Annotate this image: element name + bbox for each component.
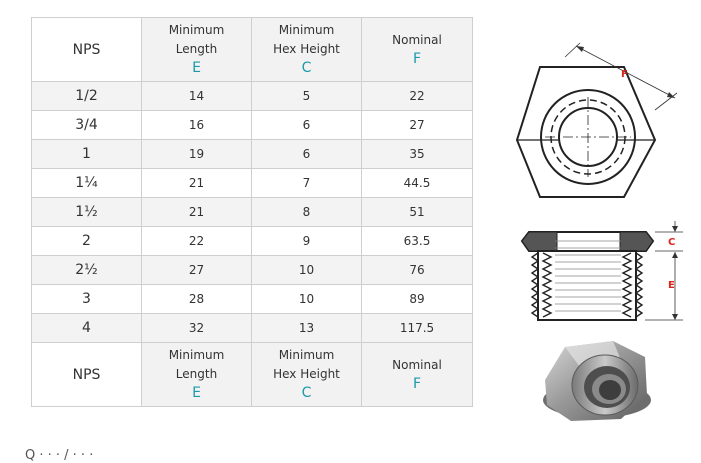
footer-min-hex [252, 343, 362, 407]
header-min-length-letter: E [192, 60, 201, 76]
cell-nps: 3 [32, 285, 142, 314]
cell-nominal: 51 [362, 198, 473, 227]
cell-nominal: 117.5 [362, 314, 473, 343]
cell-min-hex: 13 [252, 314, 362, 343]
footer-nominal-line1: Nominal [392, 357, 442, 372]
cell-min-hex: 6 [252, 140, 362, 169]
header-min-hex-letter: C [301, 60, 312, 76]
table-row [32, 169, 473, 198]
hex-top-view [517, 43, 677, 197]
cell-nps: 1¼ [32, 169, 142, 198]
header-nominal-line1: Nominal [392, 32, 442, 47]
footer-min-hex-letter: C [301, 385, 312, 401]
table-row [32, 285, 473, 314]
cell-nominal: 89 [362, 285, 473, 314]
footer-min-length-letter: E [192, 385, 201, 401]
header-min-length-line2: Length [175, 42, 218, 56]
cell-min-hex: 5 [252, 82, 362, 111]
header-nps: NPS [32, 18, 142, 82]
cell-min-hex: 6 [252, 111, 362, 140]
cell-nps: 1/2 [32, 82, 142, 111]
dimension-table [31, 17, 473, 407]
table-row [32, 256, 473, 285]
header-min-hex [252, 18, 362, 82]
cell-min-hex: 9 [252, 227, 362, 256]
footer-nominal [362, 343, 473, 407]
header-nominal [362, 18, 473, 82]
header-min-length-line1: Minimum [168, 23, 225, 37]
cell-min-hex: 10 [252, 256, 362, 285]
cell-nps: 2½ [32, 256, 142, 285]
header-min-hex-line1: Minimum [278, 23, 335, 37]
cell-nps: 2 [32, 227, 142, 256]
cell-min-length: 32 [142, 314, 252, 343]
cell-min-length: 14 [142, 82, 252, 111]
table-body [32, 82, 473, 343]
cell-nps: 4 [32, 314, 142, 343]
cell-nominal: 63.5 [362, 227, 473, 256]
cell-min-hex: 10 [252, 285, 362, 314]
footer-min-length-line2: Length [175, 367, 218, 381]
cell-nominal: 22 [362, 82, 473, 111]
cell-min-length: 28 [142, 285, 252, 314]
cell-nps: 1 [32, 140, 142, 169]
footer-min-hex-line2: Hex Height [273, 367, 340, 381]
cell-min-length: 27 [142, 256, 252, 285]
cell-nominal: 27 [362, 111, 473, 140]
cell-min-length: 16 [142, 111, 252, 140]
table-row [32, 111, 473, 140]
dimension-label-c: C [668, 237, 676, 248]
table-row [32, 82, 473, 111]
table-header-top [32, 18, 473, 82]
footer-nps: NPS [32, 343, 142, 407]
table-row [32, 198, 473, 227]
cell-min-length: 21 [142, 198, 252, 227]
table-row [32, 140, 473, 169]
table-header-bottom [32, 343, 473, 407]
footer-nominal-letter: F [412, 375, 422, 392]
cell-nps: 3/4 [32, 111, 142, 140]
bushing-photo [543, 341, 651, 421]
cell-min-hex: 8 [252, 198, 362, 227]
footer-min-hex-line1: Minimum [278, 348, 335, 362]
header-nominal-letter: F [412, 50, 422, 67]
cell-nominal: 44.5 [362, 169, 473, 198]
cell-min-length: 22 [142, 227, 252, 256]
cell-nominal: 35 [362, 140, 473, 169]
dimension-label-f: F [621, 69, 628, 80]
truncated-text: Q · · · / · · · [25, 448, 94, 463]
header-min-hex-line2: Hex Height [273, 42, 340, 56]
cell-nominal: 76 [362, 256, 473, 285]
hex-bushing-drawing [505, 35, 695, 435]
table-row [32, 314, 473, 343]
footer-min-length-line1: Minimum [168, 348, 225, 362]
dimension-label-e: E [668, 280, 675, 291]
cell-min-length: 21 [142, 169, 252, 198]
table-row [32, 227, 473, 256]
header-min-length [142, 18, 252, 82]
cell-min-length: 19 [142, 140, 252, 169]
cell-nps: 1½ [32, 198, 142, 227]
cell-min-hex: 7 [252, 169, 362, 198]
footer-min-length [142, 343, 252, 407]
hex-side-view [522, 221, 683, 320]
